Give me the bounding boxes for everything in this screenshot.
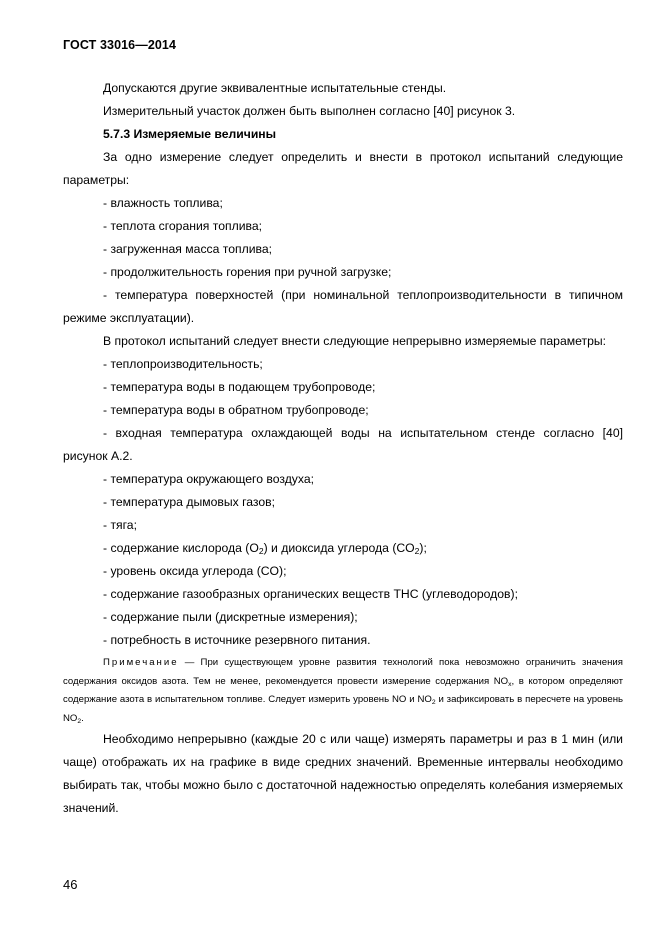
list-item: - содержание пыли (дискретные измерения); — [103, 610, 358, 624]
list-item: - теплопроизводительность; — [103, 357, 263, 371]
note-text: и зафиксировать в пересчете на уровень NO — [63, 694, 623, 724]
document-header: ГОСТ 33016—2014 — [63, 38, 177, 52]
list-item-text: - содержание кислорода (O — [103, 541, 259, 555]
list-item: - температура дымовых газов; — [103, 495, 275, 509]
paragraph-measurement-intro: За одно измерение следует определить и внести в протокол испытаний следующие параметры: — [63, 150, 623, 187]
list-item: - уровень оксида углерода (CO); — [103, 564, 287, 578]
list-item: - влажность топлива; — [103, 196, 223, 210]
page-number: 46 — [63, 877, 78, 892]
paragraph-equivalent-stands: Допускаются другие эквивалентные испытательные стенды. — [103, 81, 447, 95]
list-item: - загруженная масса топлива; — [103, 242, 273, 256]
note-paragraph — [63, 654, 623, 728]
note-label: Примечание — [103, 657, 179, 668]
list-item: - содержание газообразных органических веществ THC (углеводородов); — [103, 587, 518, 601]
paragraph-continuous-intro: В протокол испытаний следует внести следующие непрерывно измеряемые параметры: — [103, 334, 606, 348]
list-item: - тяга; — [103, 518, 137, 532]
note-text: , в котором определяют содержание азота в испытательном топливе. Следует измерить уровень NO и NO — [63, 675, 624, 705]
list-item-text: ); — [419, 541, 427, 555]
list-item: - температура поверхностей (при номинальной теплопроизводительности в типичном режиме эксплуатации). — [63, 288, 623, 325]
note-text: — При существующем уровне развития технологий пока невозможно ограничить значения содержания оксидов азота. Тем не менее, рекомендуется провести измерение содержания NO — [63, 657, 623, 687]
list-item: - температура воды в подающем трубопроводе; — [103, 380, 376, 394]
list-item-oxygen-co2 — [63, 537, 623, 560]
list-item-text: ) и диоксида углерода (CO — [263, 541, 415, 555]
subscript: x — [508, 680, 512, 688]
list-item: - температура окружающего воздуха; — [103, 472, 315, 486]
subscript: 2 — [258, 546, 264, 556]
subscript: 2 — [77, 717, 82, 725]
list-item: - входная температура охлаждающей воды на испытательном стенде согласно [40] рисунок А.2. — [63, 426, 623, 463]
subscript: 2 — [414, 546, 420, 556]
list-item: - температура воды в обратном трубопроводе; — [103, 403, 369, 417]
list-item: - продолжительность горения при ручной загрузке; — [103, 265, 392, 279]
subscript: 2 — [431, 699, 436, 706]
document-body — [63, 77, 623, 820]
note-text: . — [81, 712, 84, 724]
section-heading: 5.7.3 Измеряемые величины — [103, 127, 277, 141]
list-item: - потребность в источнике резервного питания. — [103, 633, 371, 647]
list-item: - теплота сгорания топлива; — [103, 219, 263, 233]
paragraph-measuring-section: Измерительный участок должен быть выполнен согласно [40] рисунок 3. — [103, 104, 516, 118]
paragraph-continuous-measurement: Необходимо непрерывно (каждые 20 с или чаще) измерять параметры и раз в 1 мин (или чаще) отображать их на графике в виде средних значений. Временные интервалы необходимо выбирать так, чтобы можно было с достаточной надежностью определять колебания измеряемых значений. — [63, 732, 623, 815]
